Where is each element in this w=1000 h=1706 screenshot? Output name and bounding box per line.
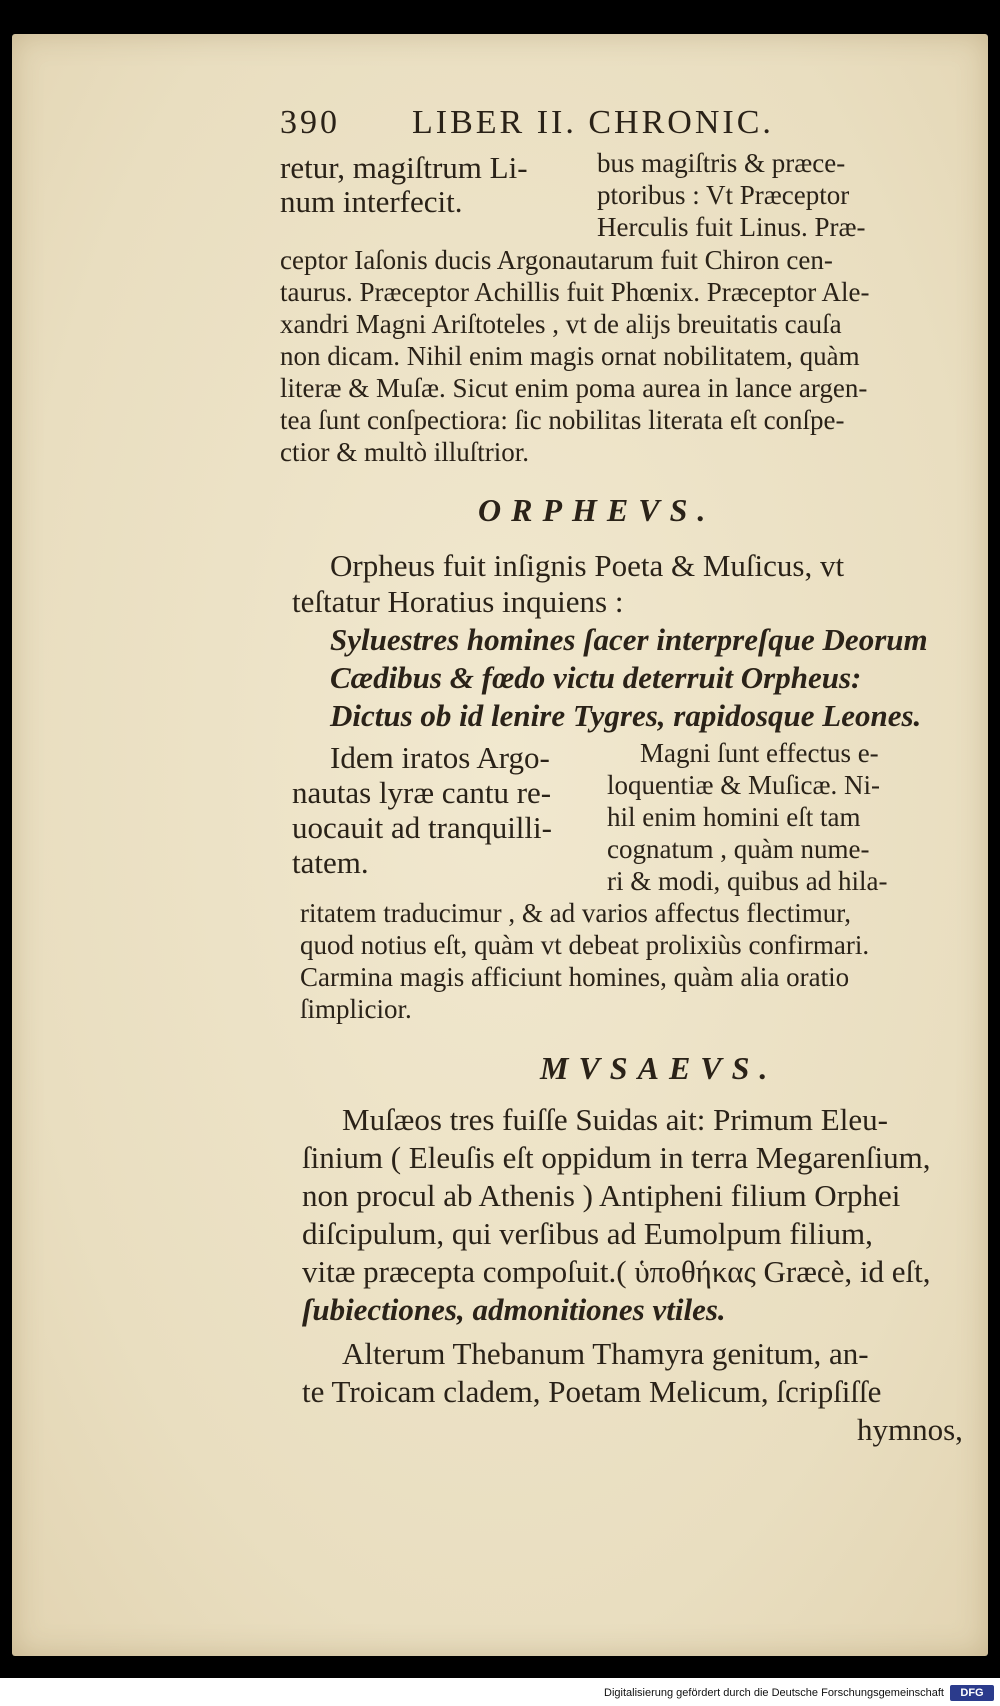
text-line: Alterum Thebanum Thamyra genitum, an- bbox=[342, 1336, 869, 1371]
text-line: ſimplicior. bbox=[300, 994, 412, 1024]
footer-bar bbox=[0, 1678, 1000, 1706]
text-line: ctior & multò illuſtrior. bbox=[280, 437, 529, 467]
text-line: retur, magiſtrum Li- bbox=[280, 150, 528, 185]
text-line: nautas lyræ cantu re- bbox=[292, 775, 552, 810]
text-line: diſcipulum, qui verſibus ad Eumolpum filium, bbox=[302, 1216, 873, 1251]
text-line: literæ & Muſæ. Sicut enim poma aurea in lance argen- bbox=[280, 373, 868, 403]
running-title: LIBER II. CHRONIC. bbox=[412, 104, 774, 141]
text-line: num interfecit. bbox=[280, 184, 463, 219]
text-line: Magni ſunt effectus e- bbox=[640, 738, 879, 768]
verse-line: Dictus ob id lenire Tygres, rapidosque Leones. bbox=[330, 698, 922, 733]
text-line: ceptor Iaſonis ducis Argonautarum fuit Chiron cen- bbox=[280, 245, 833, 275]
text-line: non dicam. Nihil enim magis ornat nobilitatem, quàm bbox=[280, 341, 860, 371]
text-line: Herculis fuit Linus. Præ- bbox=[597, 212, 866, 242]
catchword: hymnos, bbox=[857, 1412, 963, 1447]
text-line: ritatem traducimur , & ad varios affectus flectimur, bbox=[300, 898, 851, 928]
text-line: quod notius eſt, quàm vt debeat prolixiùs confirmari. bbox=[300, 930, 870, 960]
text-line: Idem iratos Argo- bbox=[330, 740, 550, 775]
verse-line: Syluestres homines ſacer interpreſque Deorum bbox=[330, 622, 928, 657]
text-line: teſtatur Horatius inquiens : bbox=[292, 584, 624, 619]
text-line: taurus. Præceptor Achillis fuit Phœnix. Præceptor Ale- bbox=[280, 277, 870, 307]
text-line: Muſæos tres fuiſſe Suidas ait: Primum Eleu- bbox=[342, 1102, 888, 1137]
text-line: bus magiſtris & præce- bbox=[597, 148, 846, 178]
verse-line: Cædibus & fœdo victu deterruit Orpheus: bbox=[330, 660, 862, 695]
text-line: cognatum , quàm nume- bbox=[607, 834, 870, 864]
text-line: non procul ab Athenis ) Antipheni filium Orphei bbox=[302, 1178, 901, 1213]
text-line: tea ſunt conſpectiora: ſic nobilitas literata eſt conſpe- bbox=[280, 405, 845, 435]
dfg-logo: DFG bbox=[950, 1685, 994, 1701]
text-line: Carmina magis afficiunt homines, quàm alia oratio bbox=[300, 962, 850, 992]
text-line: xandri Magni Ariſtoteles , vt de alijs breuitatis cauſa bbox=[280, 309, 842, 339]
section-heading-orpheus: ORPHEVS. bbox=[478, 492, 716, 528]
text-line: ſubiectiones, admonitiones vtiles. bbox=[302, 1292, 726, 1327]
footer-credit: Digitalisierung gefördert durch die Deutsche Forschungsgemeinschaft bbox=[604, 1687, 944, 1699]
book-page bbox=[12, 34, 988, 1656]
page-number: 390 bbox=[280, 104, 340, 141]
text-line: ſinium ( Eleuſis eſt oppidum in terra Megarenſium, bbox=[302, 1140, 931, 1175]
text-line: ri & modi, quibus ad hila- bbox=[607, 866, 888, 896]
text-line: loquentiæ & Muſicæ. Ni- bbox=[607, 770, 880, 800]
text-line: hil enim homini eſt tam bbox=[607, 802, 861, 832]
section-heading-musaeus: MVSAEVS. bbox=[540, 1050, 778, 1086]
text-line: Orpheus fuit inſignis Poeta & Muſicus, vt bbox=[330, 548, 845, 583]
text-line: ptoribus : Vt Præceptor bbox=[597, 180, 850, 210]
text-line: te Troicam cladem, Poetam Melicum, ſcripſiſſe bbox=[302, 1374, 882, 1409]
text-line: vitæ præcepta compoſuit.( ὑποθήκας Græcè, id eſt, bbox=[302, 1254, 931, 1289]
text-line: tatem. bbox=[292, 845, 369, 880]
text-line: uocauit ad tranquilli- bbox=[292, 810, 552, 845]
